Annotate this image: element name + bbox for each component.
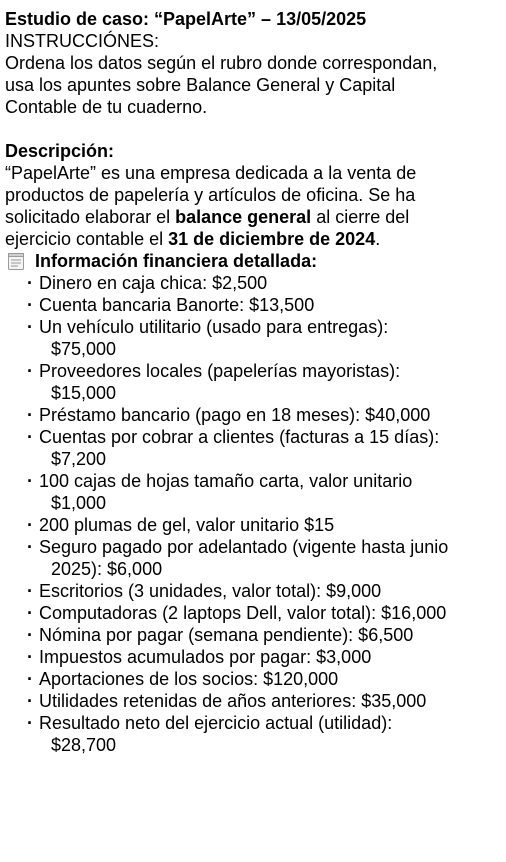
bullet-dot: ·: [27, 427, 33, 447]
list-item: [27, 514, 500, 536]
list-item: [27, 272, 500, 294]
list-item-continuation: $15,000: [51, 383, 117, 403]
list-item: [27, 712, 500, 756]
financial-items-list: [5, 272, 500, 756]
list-item-text: Nómina por pagar (semana pendiente): $6,500: [39, 625, 414, 645]
list-item-continuation: $75,000: [51, 339, 117, 359]
list-item-text: Aportaciones de los socios: $120,000: [39, 669, 339, 689]
list-item: [27, 690, 500, 712]
bullet-dot: ·: [27, 317, 33, 337]
list-item-text: Préstamo bancario (pago en 18 meses): $40,000: [39, 405, 431, 425]
list-item-text: Proveedores locales (papelerías mayoristas):: [39, 361, 401, 381]
list-item-text: Impuestos acumulados por pagar: $3,000: [39, 647, 372, 667]
bullet-dot: ·: [27, 691, 33, 711]
list-item-continuation: $1,000: [51, 493, 107, 513]
bullet-dot: ·: [27, 273, 33, 293]
balance-general-emphasis: balance general: [175, 207, 312, 227]
list-item: [27, 426, 500, 470]
description-line-1: “PapelArte” es una empresa dedicada a la venta de: [5, 163, 417, 183]
list-item-text: 100 cajas de hojas tamaño carta, valor unitario: [39, 471, 413, 491]
bullet-dot: ·: [27, 515, 33, 535]
description-line-3: [5, 206, 500, 228]
list-item: [27, 294, 500, 316]
list-item: [27, 668, 500, 690]
list-item: [27, 580, 500, 602]
list-item-text: Cuenta bancaria Banorte: $13,500: [39, 295, 315, 315]
bullet-dot: ·: [27, 361, 33, 381]
instructions-line-1: Ordena los datos según el rubro donde correspondan,: [5, 53, 438, 73]
list-item: [27, 360, 500, 404]
bullet-dot: ·: [27, 647, 33, 667]
description-line-2: productos de papelería y artículos de oficina. Se ha: [5, 185, 416, 205]
closing-date-emphasis: 31 de diciembre de 2024: [168, 229, 376, 249]
list-item-continuation: $28,700: [51, 735, 117, 755]
list-item-text: Computadoras (2 laptops Dell, valor total): $16,000: [39, 603, 447, 623]
bullet-dot: ·: [27, 537, 33, 557]
bullet-dot: ·: [27, 603, 33, 623]
description-heading: Descripción:: [5, 141, 115, 161]
list-item-text: Seguro pagado por adelantado (vigente hasta junio: [39, 537, 449, 557]
list-item: [27, 316, 500, 360]
description-line-4-pre: ejercicio contable el: [5, 229, 169, 249]
bullet-dot: ·: [27, 669, 33, 689]
list-item-text: Dinero en caja chica: $2,500: [39, 273, 268, 293]
section-spacer: [5, 118, 500, 140]
case-study-title: Estudio de caso: “PapelArte” – 13/05/2025: [5, 9, 367, 29]
instructions-line-3: Contable de tu cuaderno.: [5, 97, 208, 117]
instructions-line-2: usa los apuntes sobre Balance General y Capital: [5, 75, 396, 95]
financial-info-heading-text: Información financiera detallada:: [35, 251, 318, 271]
list-item: [27, 404, 500, 426]
list-item: [27, 646, 500, 668]
description-line-3-post: al cierre del: [311, 207, 410, 227]
list-item-text: Un vehículo utilitario (usado para entregas):: [39, 317, 389, 337]
bullet-dot: ·: [27, 405, 33, 425]
list-item-text: Resultado neto del ejercicio actual (utilidad):: [39, 713, 393, 733]
bullet-dot: ·: [27, 581, 33, 601]
description-line-4: [5, 228, 500, 250]
bullet-dot: ·: [27, 295, 33, 315]
list-item: [27, 602, 500, 624]
memo-icon: [7, 251, 25, 271]
list-item-text: 200 plumas de gel, valor unitario $15: [39, 515, 335, 535]
financial-info-heading: [5, 250, 500, 272]
bullet-dot: ·: [27, 713, 33, 733]
list-item-continuation: 2025): $6,000: [51, 559, 163, 579]
list-item: [27, 470, 500, 514]
list-item: [27, 536, 500, 580]
bullet-dot: ·: [27, 625, 33, 645]
bullet-dot: ·: [27, 471, 33, 491]
list-item-continuation: $7,200: [51, 449, 107, 469]
list-item-text: Cuentas por cobrar a clientes (facturas a 15 días):: [39, 427, 440, 447]
description-line-3-pre: solicitado elaborar el: [5, 207, 176, 227]
list-item: [27, 624, 500, 646]
list-item-text: Utilidades retenidas de años anteriores: $35,000: [39, 691, 427, 711]
list-item-text: Escritorios (3 unidades, valor total): $9,000: [39, 581, 382, 601]
description-line-4-post: .: [375, 229, 381, 249]
instructions-label: INSTRUCCIÓNES:: [5, 31, 160, 51]
